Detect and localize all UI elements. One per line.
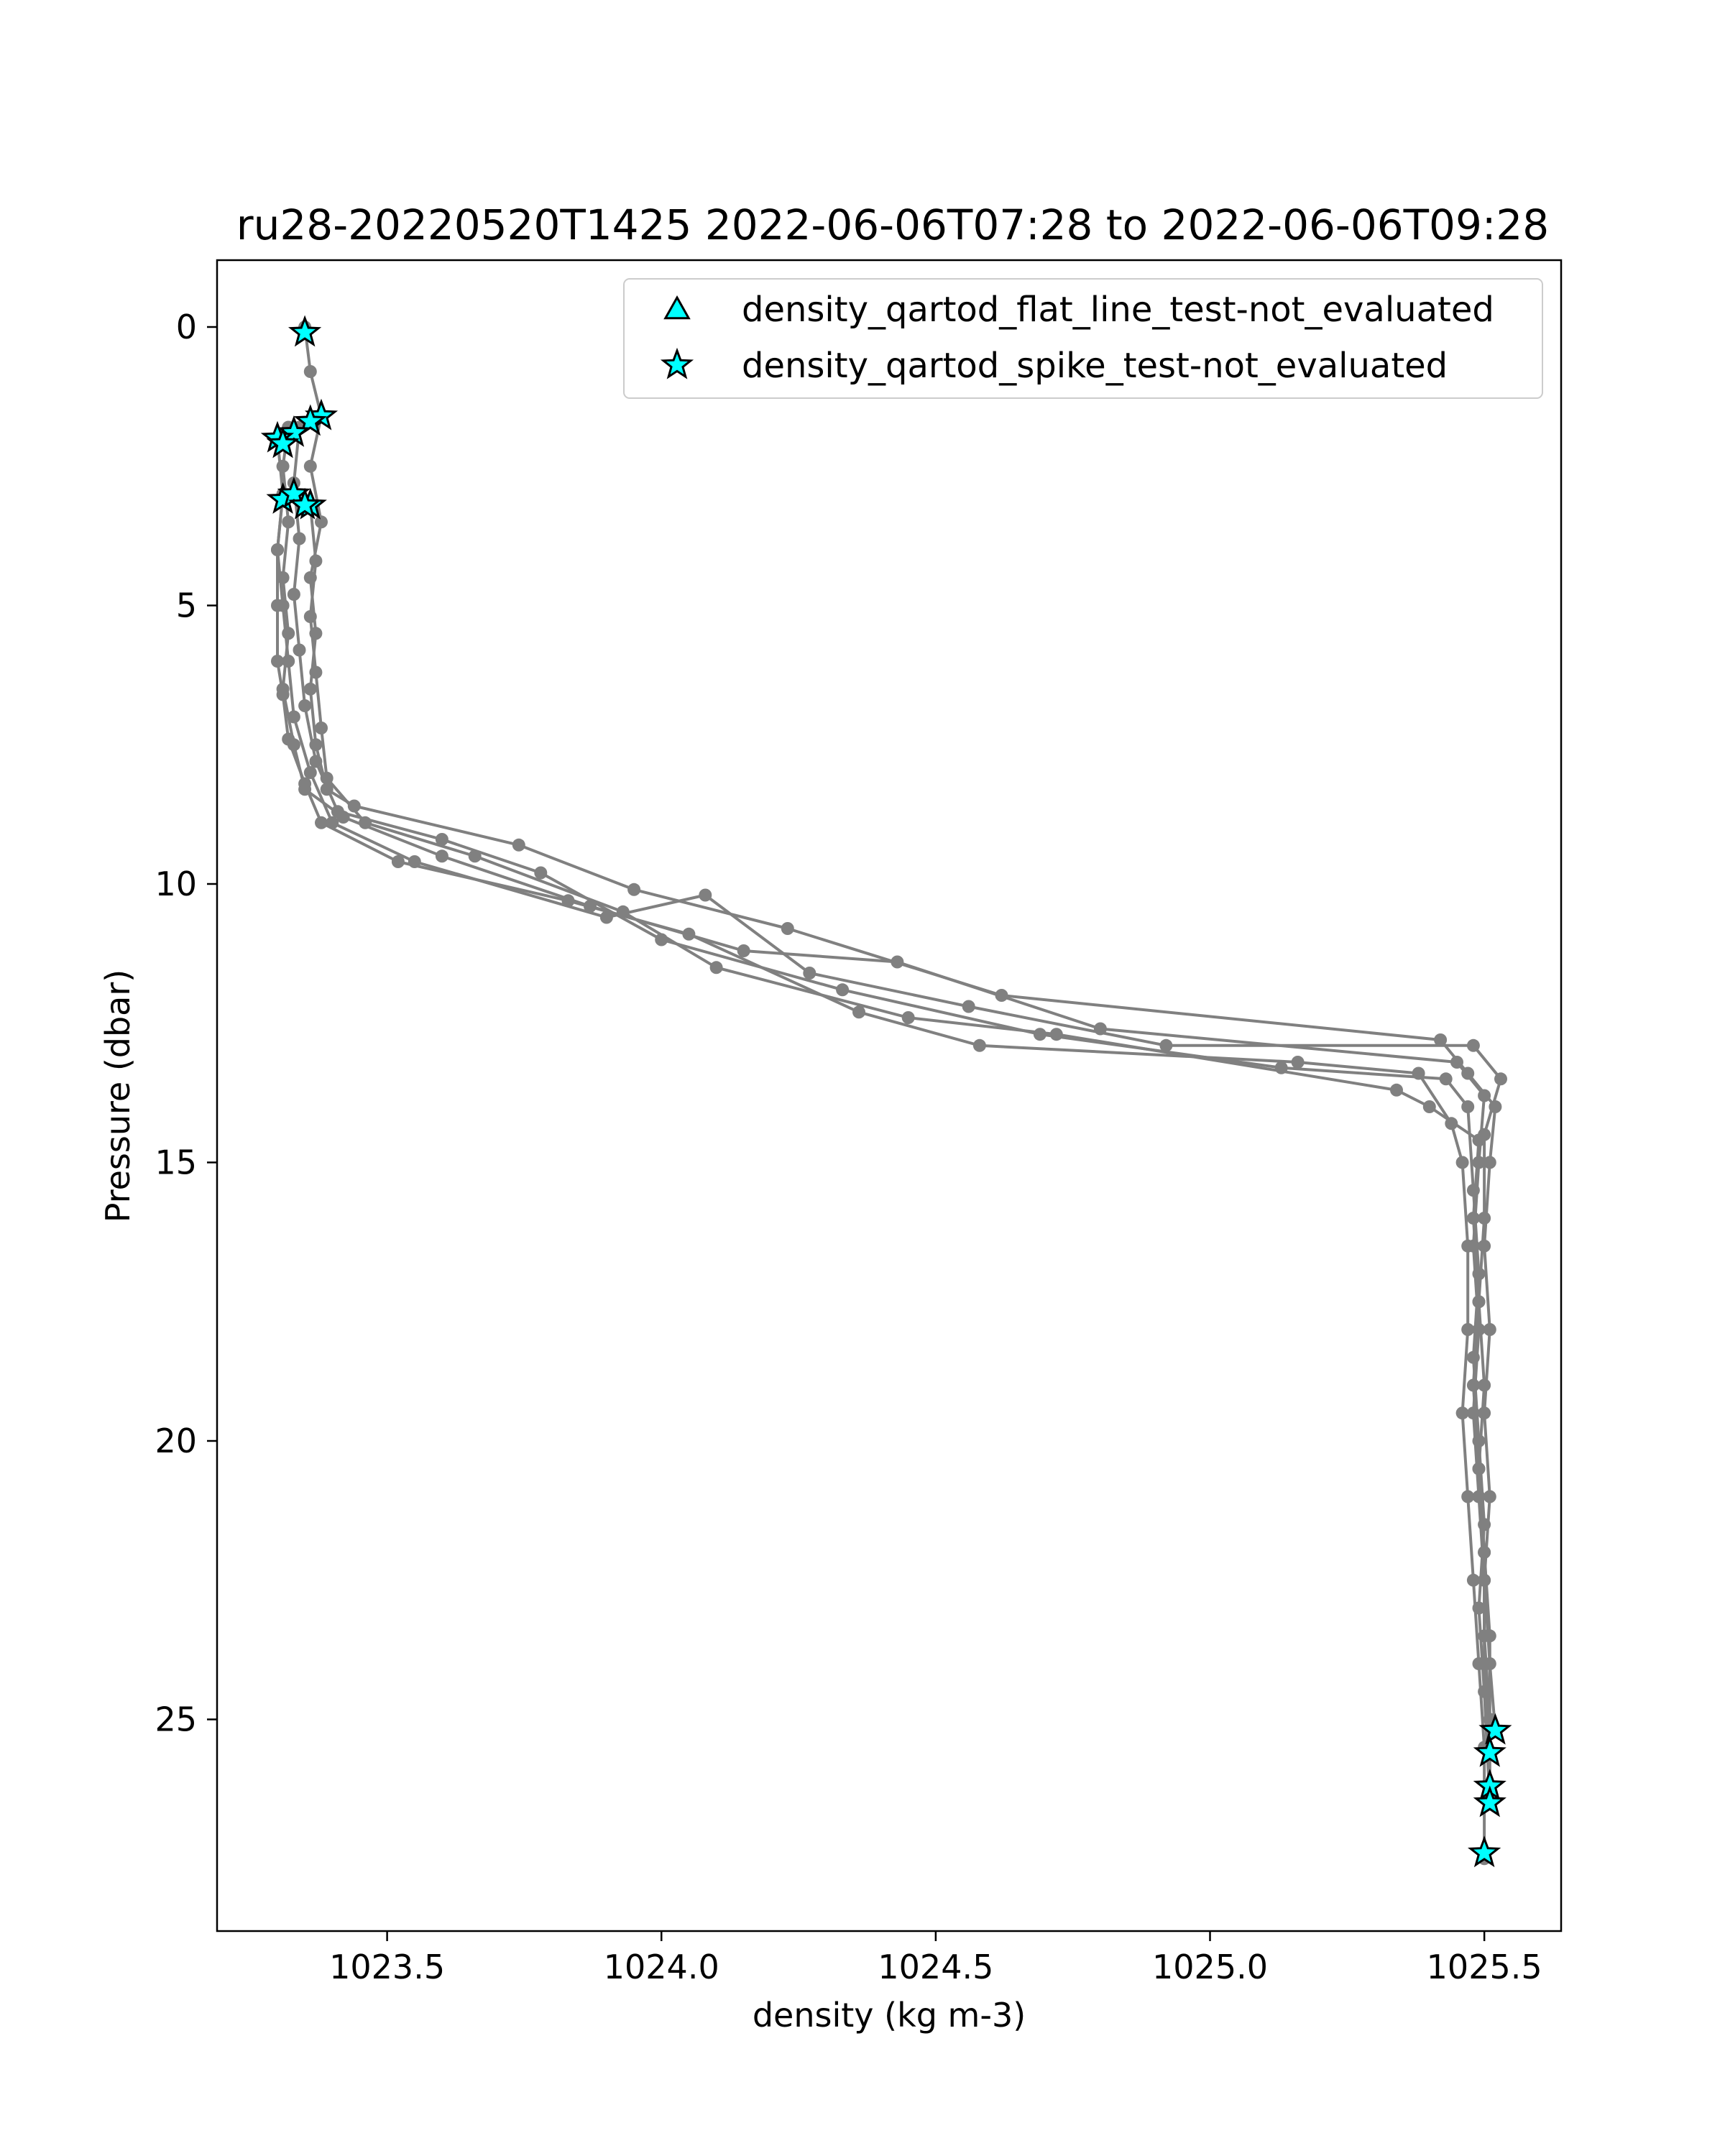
data-point [298,699,311,712]
data-point [1478,1089,1491,1102]
data-point [1467,1039,1480,1052]
y-tick-label: 25 [155,1700,197,1739]
x-tick-label: 1024.0 [603,1948,719,1986]
data-point [1494,1072,1507,1085]
data-point [288,711,300,724]
data-point [321,772,334,785]
data-point [282,733,295,746]
y-tick-label: 5 [175,586,197,625]
y-tick-label: 15 [155,1143,197,1182]
data-point [315,515,328,528]
y-tick-label: 0 [175,308,197,346]
data-point [315,722,328,734]
chart-title: ru28-20220520T1425 2022-06-06T07:28 to 2022-06-06T09:28 [236,201,1550,249]
data-point [1050,1028,1063,1041]
data-point [1473,1295,1486,1308]
data-point [392,855,405,868]
data-point [1473,1657,1486,1670]
x-tick-label: 1025.5 [1426,1948,1542,1986]
data-point [309,555,322,568]
data-point [682,928,695,941]
data-point [710,961,723,974]
legend-label: density_qartod_spike_test-not_evaluated [742,346,1448,386]
data-point [1440,1072,1453,1085]
data-point [512,839,525,852]
data-point [1390,1084,1403,1097]
data-point [1461,1100,1474,1113]
data-point [803,967,816,980]
data-point [315,816,328,829]
data-point [1461,1240,1474,1253]
data-point [699,889,712,902]
data-point [1467,1379,1480,1392]
data-point [304,766,317,779]
data-point [293,644,306,657]
x-axis-label: density (kg m-3) [752,1996,1026,2035]
data-point [1467,1184,1480,1197]
legend [624,279,1542,398]
data-point [1473,1134,1486,1147]
data-point [304,683,317,696]
data-point [304,365,317,378]
data-point [781,922,794,935]
x-tick-label: 1024.5 [878,1948,994,1986]
data-point [1473,1268,1486,1281]
y-tick-label: 20 [155,1422,197,1460]
data-point [309,755,322,768]
data-point [627,883,640,896]
data-point [1461,1323,1474,1336]
data-point [534,867,547,880]
data-point [891,956,903,969]
data-point [852,1005,865,1018]
data-point [1456,1406,1469,1419]
data-point [1478,1518,1491,1531]
x-tick-label: 1025.0 [1152,1948,1268,1986]
data-point [962,1000,975,1013]
data-point [271,655,284,668]
legend-label: density_qartod_flat_line_test-not_evaluated [742,290,1494,330]
data-point [737,944,750,957]
data-point [1456,1156,1469,1169]
data-point [309,666,322,679]
data-point [617,906,630,918]
data-point [288,588,300,601]
data-point [1423,1100,1436,1113]
data-point [1467,1212,1480,1225]
data-point [436,849,448,862]
data-point [902,1011,915,1024]
data-point [1478,1546,1491,1559]
data-point [1478,1629,1491,1642]
data-point [469,849,482,862]
data-point [304,460,317,473]
data-point [293,533,306,545]
y-axis-label: Pressure (dbar) [98,969,137,1223]
data-point [298,778,311,791]
data-point [562,894,575,907]
data-point [1467,1351,1480,1364]
data-point [1461,1491,1474,1503]
y-tick-label: 10 [155,865,197,903]
data-point [304,610,317,623]
data-point [271,599,284,612]
x-tick-label: 1023.5 [329,1948,446,1986]
data-point [1412,1067,1425,1080]
data-point [331,805,344,818]
data-point [1467,1574,1480,1587]
data-point [836,983,849,996]
data-point [1450,1056,1463,1069]
data-point [1473,1434,1486,1447]
data-point [1292,1056,1305,1069]
data-point [282,515,295,528]
data-point [271,543,284,556]
data-point [1473,1462,1486,1475]
data-point [277,688,290,701]
data-point [973,1039,986,1052]
data-point [359,816,372,829]
